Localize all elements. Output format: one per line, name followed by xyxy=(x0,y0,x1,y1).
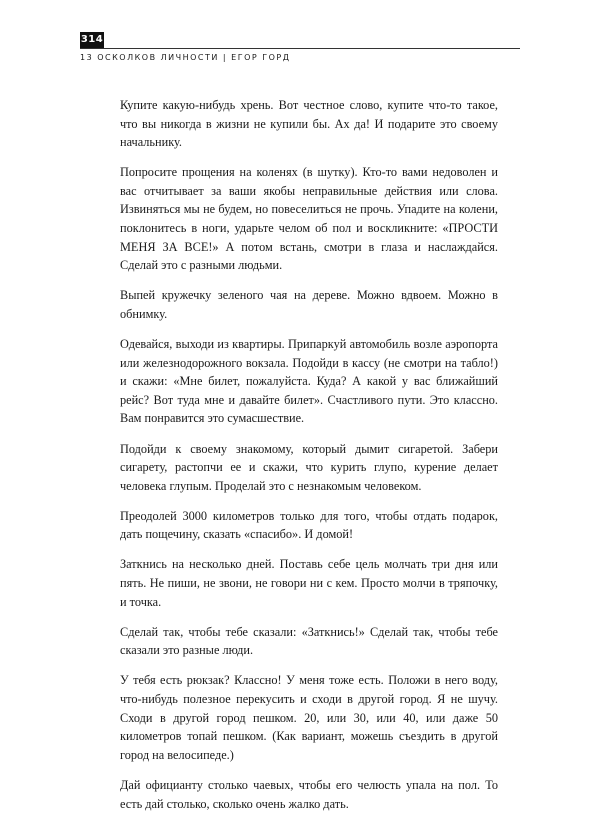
paragraph: Подойди к своему знакомому, который дымит сигаретой. Забери сигарету, растопчи ее и скажи, что курить глупо, курение делает человека глупым. Проделай это с незнакомым человеком. xyxy=(120,441,498,493)
running-head: 13 ОСКОЛКОВ ЛИЧНОСТИ | ЕГОР ГОРД xyxy=(80,53,291,62)
paragraph: У тебя есть рюкзак? Классно! У меня тоже есть. Положи в него воду, что-нибудь полезное перекусить и сходи в другой город. Я не шучу. Сходи в другой город пешком. 20, или 30, или 40, или даже 50 километров топай пешком. (Как вариант, можешь съездить в другой город на велосипеде.) xyxy=(120,673,498,762)
paragraph: Выпей кружечку зеленого чая на дереве. Можно вдвоем. Можно в обнимку. xyxy=(120,288,498,321)
paragraph: Заткнись на несколько дней. Поставь себе цель молчать три дня или пять. Не пиши, не звони, не говори ни с кем. Просто молчи в тряпочку, и точка. xyxy=(120,557,498,609)
paragraph: Купите какую-нибудь хрень. Вот честное слово, купите что-то такое, что вы никогда в жизни не купили бы. Ах да! И подарите это своему начальнику. xyxy=(120,98,498,150)
paragraph: Преодолей 3000 километров только для того, чтобы отдать подарок, дать пощечину, сказать «спасибо». И домой! xyxy=(120,508,498,542)
page-number: 314 xyxy=(80,32,104,48)
header-rule xyxy=(80,48,520,49)
paragraph: Попросите прощения на коленях (в шутку). Кто-то вами недоволен и вас отчитывает за ваши якобы неправильные действия или слова. Извиняться мы не будем, но повеселиться не прочь. Упадите на колени, поклонитесь в ноги, ударьте челом об пол и воскликните: «ПРОСТИ МЕНЯ ЗА ВСЕ!» А потом встань, смотри в глаза и наслаждайся. Сделай это с разными людьми. xyxy=(120,165,498,273)
body-text xyxy=(120,96,498,825)
paragraph: Сделай так, чтобы тебе сказали: «Заткнись!» Сделай так, чтобы тебе сказали это разные люди. xyxy=(120,624,498,658)
paragraph: Одевайся, выходи из квартиры. Припаркуй автомобиль возле аэропорта или железнодорожного вокзала. Подойди в кассу (не смотри на табло!) и скажи: «Мне билет, пожалуйста. Куда? А какой у вас ближайший рейс? Вот туда мне и давайте билет». Счастливого пути. Это классно. Вам понравится это сумасшествие. xyxy=(120,337,498,426)
paragraph: Дай официанту столько чаевых, чтобы его челюсть упала на пол. То есть дай столько, сколько очень жалко дать. xyxy=(120,777,498,811)
